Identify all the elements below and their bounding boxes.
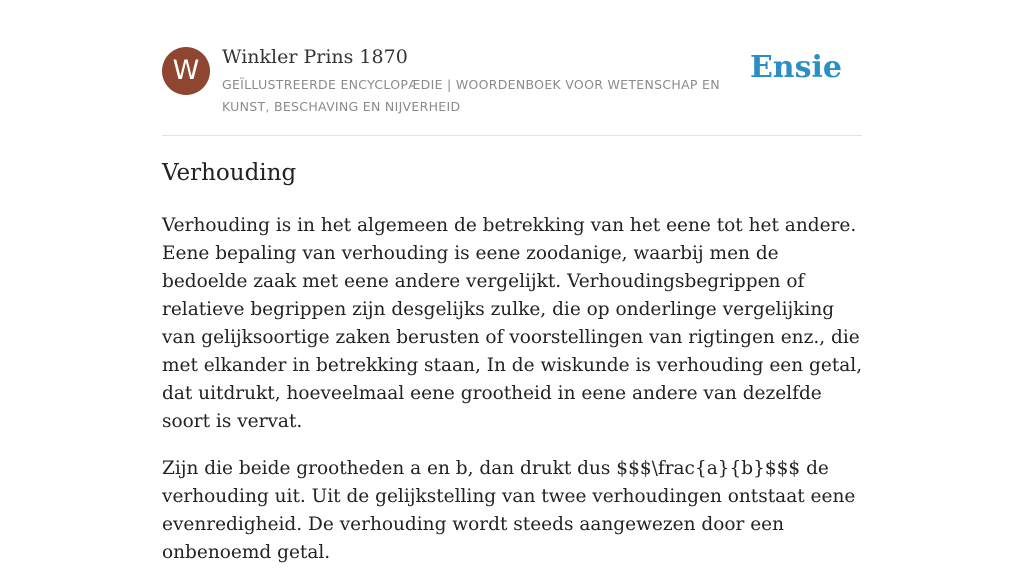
source-avatar[interactable]: W: [162, 47, 210, 95]
article-paragraph: Verhouding is in het algemeen de betrekking van het eene tot het andere. Eene bepaling van verhouding is eene zoodanige, waarbij men de bedoelde zaak met eene andere vergelijkt. Verhoudingsbegrippen of relatieve begrippen zijn desgelijks zulke, die op onderlinge vergelijking van gelijksoortige zaken berusten of voorstellingen van rigtingen enz., die met elkander in betrekking staan, In de wiskunde is verhouding een getal, dat uitdrukt, hoeveelmaal eene grootheid in eene andere van dezelfde soort is vervat.: [162, 215, 863, 432]
article-body: [162, 212, 868, 586]
ensie-logo[interactable]: Ensie: [749, 50, 842, 85]
source-subtitle: GEÏLLUSTREERDE ENCYCLOPÆDIE | WOORDENBOEK VOOR WETENSCHAP EN KUNST, BESCHAVING EN NIJVERHEID: [222, 77, 720, 114]
source-title-link[interactable]: Winkler Prins 1870: [222, 46, 408, 68]
article-title: Verhouding: [162, 160, 297, 186]
source-header: [162, 46, 862, 136]
article-paragraph: Zijn die beide grootheden a en b, dan drukt dus $$$\frac{a}{b}$$$ de verhouding uit. Uit de gelijkstelling van twee verhoudingen ontstaat eene evenredigheid. De verhouding wordt steeds aangewezen door een onbenoemd getal.: [162, 458, 856, 563]
header-divider: [162, 135, 862, 136]
